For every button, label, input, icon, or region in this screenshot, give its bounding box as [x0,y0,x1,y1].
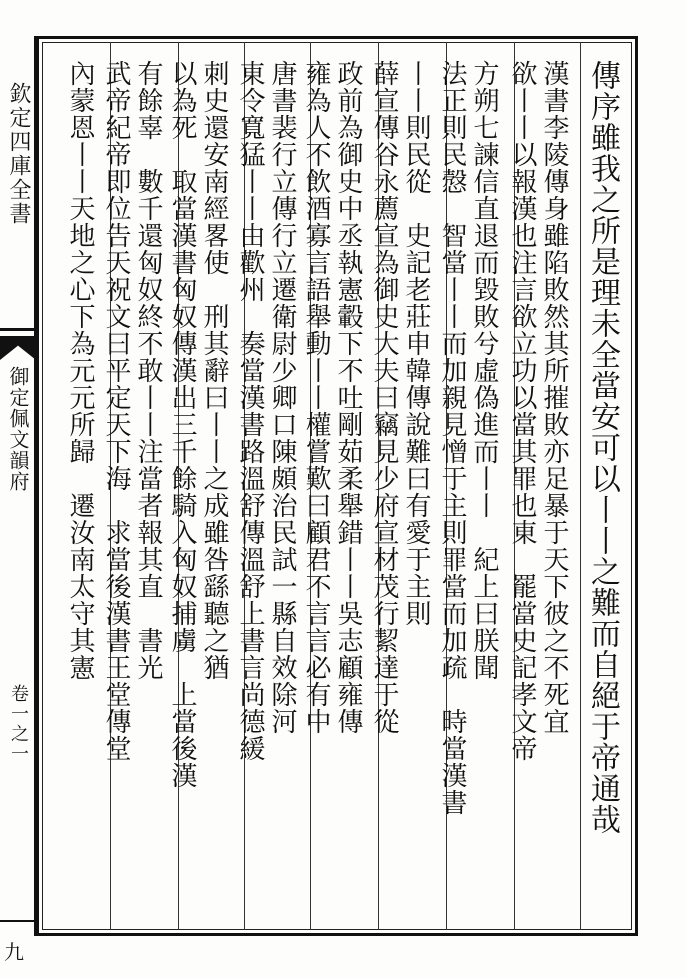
collection-title: 欽定四庫全書 [6,82,31,226]
juan-number: 卷一之一 [8,684,29,764]
text-column-6: 丨丨則民從 史記老莊申韓傳說難曰有愛于主則 [401,60,431,627]
text-column-3: 欲丨丨以報漢也注言欲立功以當其罪也東 罷當史記孝文帝 [507,60,537,762]
text-column-13: 以為死 取當漢書匈奴傳漢出三千餘騎入匈奴捕虜 上當後漢 [167,60,197,789]
text-column-5: 法正則民慤 智當丨丨而加親見憎于主則罪當而加疏 時當漢書 [437,60,467,816]
margin-rule-bottom [0,920,36,922]
fish-tail-mark [0,336,36,360]
text-column-14: 有餘辜 數千還匈奴終不敢丨丨注當者報其直 書光 [133,60,163,681]
text-column-10: 唐書裴行立傳行立遷衛尉少卿口陳頗治民試一縣自效除河 [267,60,297,735]
text-column-8: 政前為御史中丞執憲轂下不吐剛茹柔舉錯丨丨吳志顧雍傳 [333,60,363,735]
text-column-2: 漢書李陵傳身雖陷敗然其所摧敗亦足暴于天下彼之不死宜 [539,60,569,735]
text-column-7: 薛宣傳谷永薦宣為御史大夫曰竊見少府宣材茂行絜達于從 [369,60,399,735]
text-column-11: 東令寬猛丨丨由歡州 奏當漢書路溫舒傳溫舒上書言尚德緩 [235,60,265,762]
margin-rule [0,328,36,331]
text-column-15: 武帝紀帝即位告天祝文曰平定天下海 求當後漢書王堂傳堂 [101,60,131,762]
book-title: 御定佩文韻府 [6,366,30,492]
page-number: 九 [4,940,24,964]
text-column-12: 刺史還安南經畧使 刑其辭曰丨丨之成雖咎繇聽之猶 [199,60,229,681]
text-column-16: 內蒙恩丨丨天地之心下為元元所歸 遷汝南太守其憲 [65,60,95,681]
page-margin [0,36,36,964]
text-column-1: 傳序雖我之所是理未全當安可以丨丨之難而自絕于帝通哉 [585,60,620,835]
text-column-4: 方朔七諫信直退而毀敗兮虛偽進而丨丨 紀上曰朕聞 [469,60,499,681]
text-column-9: 雍為人不飲酒寡言語舉動丨丨權嘗歎曰顧君不言言必有中 [301,60,331,735]
